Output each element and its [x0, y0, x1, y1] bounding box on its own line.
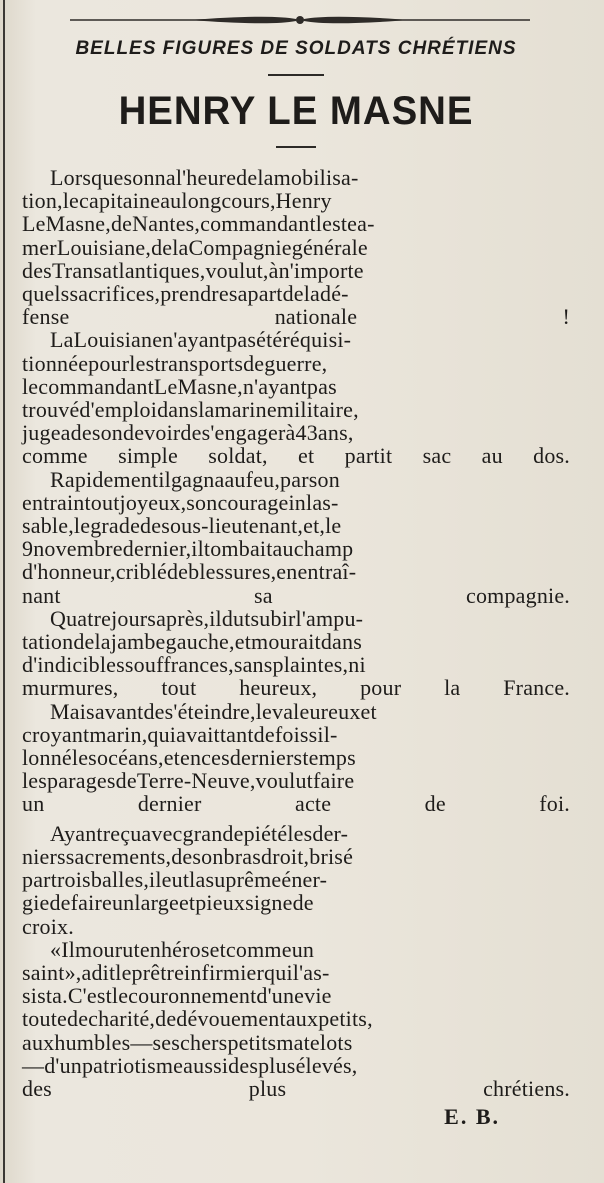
paragraph-line: lonnélesocéans,etencesdernierstemps — [22, 745, 356, 771]
paragraph-line: saint»,aditleprêtreinfirmierquil'as- — [22, 959, 330, 985]
paragraph-line: croix. — [22, 913, 74, 939]
paragraph-line: Maisavantdes'éteindre,levaleureuxet — [50, 698, 377, 724]
paragraph-line: partroisballes,ileutlasuprêmeéner- — [22, 867, 328, 893]
column-rule — [3, 0, 5, 1183]
paragraph-line: trouvéd'emploidanslamarinemilitaire, — [22, 397, 359, 423]
article-paragraph — [22, 328, 570, 467]
article-column — [22, 36, 570, 1130]
paragraph-line: Lorsquesonnal'heuredelamobilisa- — [50, 165, 359, 190]
paragraph-line: un dernier acte de foi. — [22, 791, 570, 817]
paragraph-line: auxhumbles—sescherspetitsmatelots — [22, 1029, 353, 1055]
title-divider — [268, 74, 324, 76]
paragraph-line: comme simple soldat, et partit sac au dos. — [22, 443, 570, 469]
paragraph-line: —d'unpatriotismeaussidesplusélevés, — [22, 1052, 358, 1078]
article-headline: HENRY LE MASNE — [118, 89, 474, 133]
paragraph-line: tionnéepourlestransportsdeguerre, — [22, 350, 328, 376]
article-body — [22, 166, 570, 1100]
headline-divider — [276, 146, 316, 148]
paragraph-line: 9novembredernier,iltombaitauchamp — [22, 536, 354, 562]
paragraph-line: murmures, tout heureux, pour la France. — [22, 675, 570, 701]
paragraph-line: lesparagesdeTerre-Neuve,voulutfaire — [22, 768, 355, 794]
paragraph-line: toutedecharité,dedévouementauxpetits, — [22, 1006, 373, 1032]
paragraph-line: desTransatlantiques,voulut,àn'importe — [22, 257, 364, 283]
author-signature: E. B. — [444, 1104, 500, 1130]
paragraph-line: LaLouisianen'ayantpasétéréquisi- — [50, 327, 352, 353]
paragraph-line: tationdelajambegauche,etmouraitdans — [22, 629, 362, 655]
top-ornament-rule — [70, 10, 530, 30]
article-paragraph — [22, 822, 570, 938]
paragraph-line: Quatrejoursaprès,ildutsubirl'ampu- — [50, 605, 364, 631]
article-paragraph — [22, 607, 570, 700]
article-paragraph — [22, 938, 570, 1100]
paragraph-line: quelssacrifices,prendresapartdeladé- — [22, 281, 349, 307]
paragraph-line: LeMasne,deNantes,commandantlestea- — [22, 211, 375, 237]
article-paragraph — [22, 700, 570, 816]
paragraph-line: lecommandantLeMasne,n'ayantpas — [22, 373, 337, 399]
article-paragraph — [22, 468, 570, 607]
paragraph-line: nierssacrements,desonbrasdroit,brisé — [22, 843, 354, 869]
paragraph-line: sista.C'estlecouronnementd'unevie — [22, 983, 332, 1009]
paragraph-line: merLouisiane,delaCompagniegénérale — [22, 234, 368, 260]
paragraph-line: «Ilmourutenhérosetcommeun — [50, 936, 315, 962]
paragraph-line: nant sa compagnie. — [22, 582, 570, 608]
article-paragraph — [22, 166, 570, 328]
paragraph-line: des plus chrétiens. — [22, 1075, 570, 1101]
paragraph-line: entraintoutjoyeux,soncourageinlas- — [22, 489, 339, 515]
paragraph-line: sable,legradedesous-lieutenant,et,le — [22, 513, 342, 539]
paragraph-line: d'honneur,criblédeblessures,enentraî- — [22, 559, 357, 585]
paragraph-line: giedefaireunlargeetpieuxsignede — [22, 890, 314, 916]
paragraph-line: Rapidementilgagnaaufeu,parson — [50, 466, 340, 492]
paragraph-line: d'indiciblessouffrances,sansplaintes,ni — [22, 652, 366, 678]
paragraph-line: tion,lecapitaineaulongcours,Henry — [22, 188, 332, 214]
paragraph-line: fense nationale ! — [22, 304, 570, 330]
paragraph-line: croyantmarin,quiavaittantdefoissil- — [22, 721, 338, 747]
paragraph-line: Ayantreçuavecgrandepiétélesder- — [50, 820, 349, 846]
paragraph-line: jugeadesondevoirdes'engagerà43ans, — [22, 420, 354, 446]
series-title: BELLES FIGURES DE SOLDATS CHRÉTIENS — [75, 38, 517, 59]
